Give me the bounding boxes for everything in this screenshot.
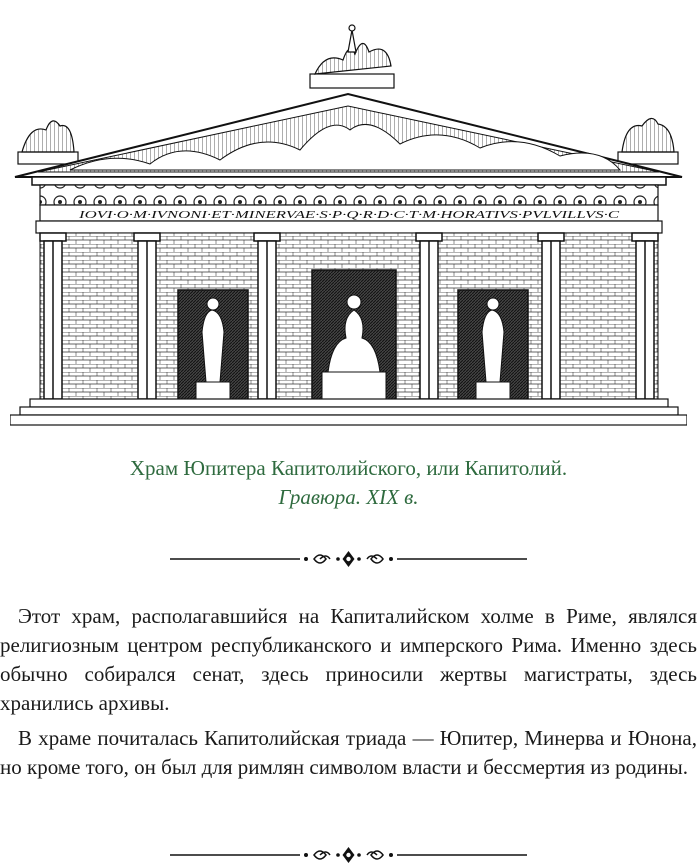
ornamental-divider [170, 549, 527, 569]
paragraph: Этот храм, располагавшийся на Капиталийском холме в Риме, являлся религиозным центром республиканского и имперского Рима. Именно здесь обычно собирался сенат, здесь приносили жертвы магистраты, здесь хранились архивы. [0, 604, 697, 715]
cella-left [178, 290, 248, 408]
figure-caption [0, 454, 697, 512]
caption-title: Храм Юпитера Капитолийского, или Капитолий. [129, 456, 568, 480]
cella-right [458, 290, 528, 408]
temple-steps [10, 399, 687, 425]
cella-center [312, 270, 396, 408]
frieze [40, 185, 658, 205]
roof-statue-left [18, 121, 78, 164]
article-text [0, 602, 697, 788]
caption-subtitle: Гравюра. XIX в. [278, 485, 419, 509]
roof-statue-right [618, 118, 678, 164]
temple-engraving [10, 12, 687, 432]
paragraph: В храме почиталась Капитолийская триада — Юпитер, Минерва и Юнона, но кроме того, он был для римлян символом власти и бессмертия из родины. [0, 726, 697, 779]
roof-statue-center [310, 25, 394, 88]
architrave-inscription: IOVI·O·M·IVNONI·ET·MINERVAE·S·P·Q·R·D·C·T·M·HORATIVS·PVLVILLVS·C [77, 210, 621, 221]
ornamental-divider [170, 845, 527, 865]
pediment [15, 94, 682, 177]
